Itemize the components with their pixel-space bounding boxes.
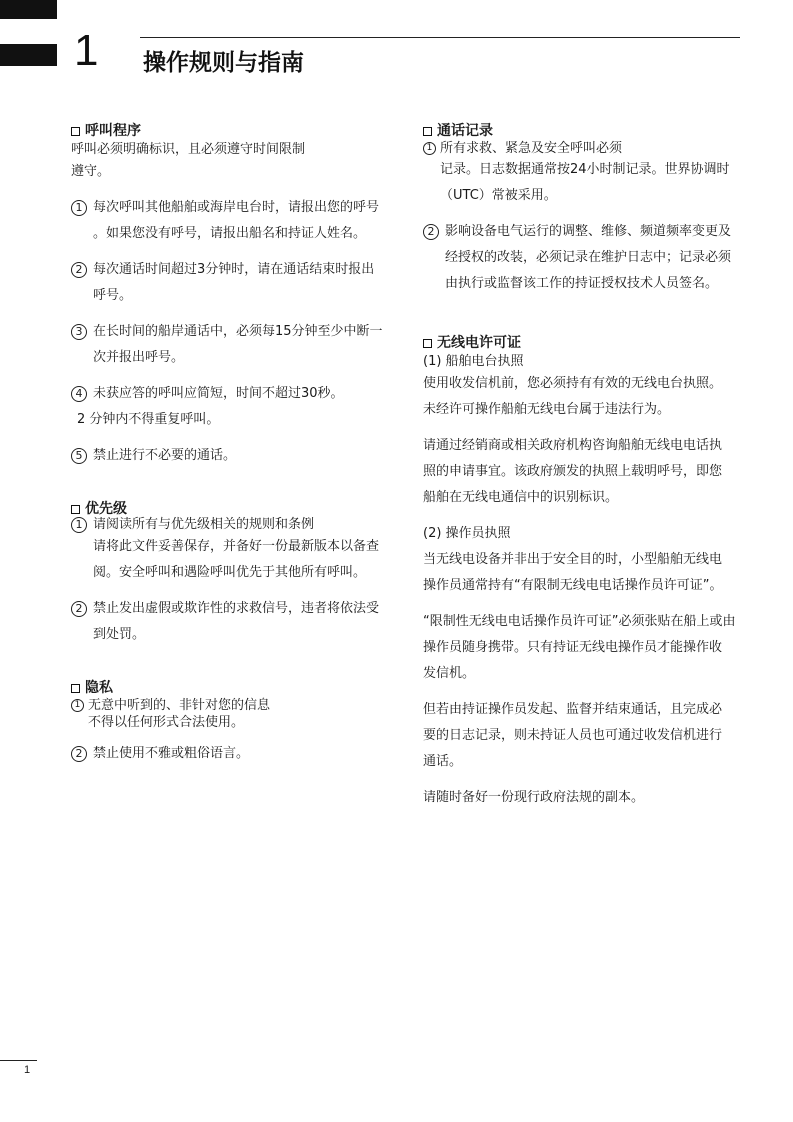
checkbox-bullet-icon bbox=[423, 127, 432, 136]
paragraph-block bbox=[423, 433, 745, 511]
list-item bbox=[71, 596, 401, 648]
paragraph: 照的申请事宜。该政府颁发的执照上载明呼号，即您 bbox=[423, 464, 723, 479]
paragraph: 使用收发信机前，您必须持有有效的无线电台执照。 bbox=[423, 376, 723, 391]
chapter-title: 操作规则与指南 bbox=[143, 50, 304, 76]
paragraph: 遵守。 bbox=[71, 164, 111, 179]
page-number: 1 bbox=[24, 1064, 31, 1076]
list-text: 禁止发出虚假或欺诈性的求救信号，违者将依法受 bbox=[93, 601, 380, 616]
list-text: （UTC）常被采用。 bbox=[440, 188, 557, 203]
list-text: 请将此文件妥善保存，并备好一份最新版本以备查 bbox=[93, 539, 380, 554]
section-calling bbox=[71, 123, 401, 469]
section-heading bbox=[423, 123, 745, 140]
paragraph-block bbox=[423, 521, 745, 599]
chapter-number: 1 bbox=[74, 26, 99, 75]
list-text: 所有求救、紧急及安全呼叫必须 bbox=[440, 141, 623, 156]
list-text: 不得以任何形式合法使用。 bbox=[88, 715, 245, 730]
list-item bbox=[71, 257, 401, 309]
section-privacy bbox=[71, 680, 401, 767]
list-text: 在长时间的船岸通话中，必须每15分钟至少中断一 bbox=[93, 324, 383, 339]
list-text: 2 分钟内不得重复呼叫。 bbox=[77, 412, 220, 427]
circled-number: 1 bbox=[71, 699, 84, 712]
checkbox-bullet-icon bbox=[71, 127, 80, 136]
list-text: 次并报出呼号。 bbox=[93, 350, 185, 365]
list-item bbox=[71, 319, 401, 371]
circled-number: 5 bbox=[71, 448, 87, 464]
circled-number: 1 bbox=[71, 517, 87, 533]
paragraph: 发信机。 bbox=[423, 666, 476, 681]
list-text: 经授权的改装，必须记录在维护日志中；记录必须 bbox=[445, 250, 732, 265]
circled-number: 2 bbox=[71, 262, 87, 278]
checkbox-bullet-icon bbox=[71, 505, 80, 514]
paragraph: 请随时备好一份现行政府法规的副本。 bbox=[423, 790, 645, 805]
paragraph: 要的日志记录，则未持证人员也可通过收发信机进行 bbox=[423, 728, 723, 743]
paragraph-block bbox=[423, 697, 745, 775]
section-heading bbox=[71, 501, 401, 518]
list-text: 每次通话时间超过3分钟时，请在通话结束时报出 bbox=[93, 262, 375, 277]
list-text: 。如果您没有呼号，请报出船名和持证人姓名。 bbox=[93, 226, 367, 241]
subheading: (1) 船舶电台执照 bbox=[423, 354, 524, 369]
section-priority bbox=[71, 501, 401, 648]
list-text: 阅。安全呼叫和遇险呼叫优先于其他所有呼叫。 bbox=[93, 565, 367, 580]
paragraph: “限制性无线电电话操作员许可证”必须张贴在船上或由 bbox=[423, 614, 736, 629]
list-text: 未获应答的呼叫应简短，时间不超过30秒。 bbox=[93, 386, 344, 401]
list-text: 影响设备电气运行的调整、维修、频道频率变更及 bbox=[445, 224, 732, 239]
section-heading bbox=[423, 335, 745, 352]
paragraph: 通话。 bbox=[423, 754, 463, 769]
header-rule bbox=[140, 37, 740, 38]
list-text: 到处罚。 bbox=[93, 627, 146, 642]
list-text: 呼号。 bbox=[93, 288, 133, 303]
list-text: 请阅读所有与优先级相关的规则和条例 bbox=[93, 517, 315, 532]
list-text: 记录。日志数据通常按24小时制记录。世界协调时 bbox=[440, 162, 730, 177]
checkbox-bullet-icon bbox=[423, 339, 432, 348]
circled-number: 1 bbox=[71, 200, 87, 216]
list-item bbox=[71, 443, 401, 469]
paragraph-block bbox=[423, 609, 745, 687]
section-heading bbox=[71, 123, 401, 140]
list-item bbox=[423, 219, 745, 297]
circled-number: 1 bbox=[423, 142, 436, 155]
list-item bbox=[71, 381, 401, 433]
paragraph: 但若由持证操作员发起、监督并结束通话，且完成必 bbox=[423, 702, 723, 717]
list-text: 禁止进行不必要的通话。 bbox=[93, 448, 237, 463]
circled-number: 2 bbox=[71, 746, 87, 762]
list-text: 每次呼叫其他船舶或海岸电台时，请报出您的呼号 bbox=[93, 200, 380, 215]
right-column bbox=[423, 123, 745, 831]
list-text: 由执行或监督该工作的持证授权技术人员签名。 bbox=[445, 276, 719, 291]
circled-number: 3 bbox=[71, 324, 87, 340]
list-item bbox=[71, 741, 401, 767]
section-title: 呼叫程序 bbox=[85, 123, 141, 139]
subheading: (2) 操作员执照 bbox=[423, 526, 511, 541]
footer-rule bbox=[0, 1060, 37, 1061]
chapter-tab-bar-top bbox=[0, 0, 57, 19]
circled-number: 2 bbox=[423, 224, 439, 240]
paragraph: 呼叫必须明确标识，且必须遵守时间限制 bbox=[71, 142, 306, 157]
section-title: 隐私 bbox=[85, 680, 113, 696]
paragraph: 未经许可操作船舶无线电台属于违法行为。 bbox=[423, 402, 671, 417]
section-title: 优先级 bbox=[85, 501, 127, 517]
section-heading bbox=[71, 680, 401, 697]
list-text: 禁止使用不雅或粗俗语言。 bbox=[93, 746, 250, 761]
list-item bbox=[71, 697, 401, 731]
chapter-tab-bar bbox=[0, 44, 57, 66]
paragraph: 请通过经销商或相关政府机构咨询船舶无线电电话执 bbox=[423, 438, 723, 453]
section-title: 通话记录 bbox=[437, 123, 493, 139]
checkbox-bullet-icon bbox=[71, 684, 80, 693]
list-text: 无意中听到的、非针对您的信息 bbox=[88, 698, 271, 713]
section-log bbox=[423, 123, 745, 297]
paragraph: 船舶在无线电通信中的识别标识。 bbox=[423, 490, 619, 505]
left-column bbox=[71, 123, 401, 787]
paragraph: 操作员随身携带。只有持证无线电操作员才能操作收 bbox=[423, 640, 723, 655]
circled-number: 4 bbox=[71, 386, 87, 402]
paragraph: 操作员通常持有“有限制无线电电话操作员许可证”。 bbox=[423, 578, 723, 593]
paragraph-block bbox=[423, 785, 745, 811]
paragraph: 当无线电设备并非出于安全目的时，小型船舶无线电 bbox=[423, 552, 723, 567]
list-item bbox=[71, 518, 401, 586]
list-item bbox=[423, 140, 745, 209]
section-license bbox=[423, 335, 745, 811]
section-title: 无线电许可证 bbox=[437, 335, 521, 351]
list-item bbox=[71, 195, 401, 247]
circled-number: 2 bbox=[71, 601, 87, 617]
